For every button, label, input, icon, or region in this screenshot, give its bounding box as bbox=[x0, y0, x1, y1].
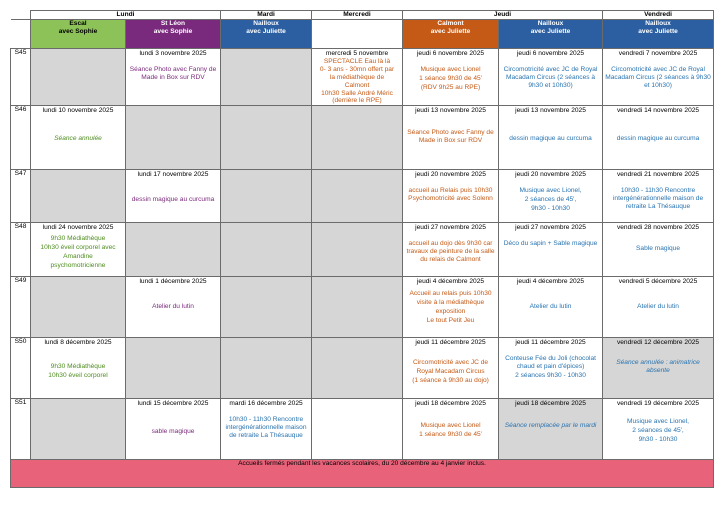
cell-mardi bbox=[221, 49, 312, 106]
cell-mardi bbox=[221, 399, 312, 460]
cell-stleon bbox=[126, 277, 221, 338]
event-line: 1 séance 9h30 de 45' bbox=[419, 74, 482, 82]
header-stleon: St Léon avec Sophie bbox=[126, 20, 221, 49]
date-label: lundi 8 décembre 2025 bbox=[44, 339, 112, 347]
event-text: sable magique bbox=[151, 428, 195, 436]
week-row-s46 bbox=[11, 106, 714, 170]
day-row bbox=[11, 11, 714, 20]
date-label: jeudi 4 décembre 2025 bbox=[416, 278, 485, 286]
event-line: visite à la médiathèque bbox=[416, 299, 485, 307]
event-line: 2 séances de 45', bbox=[632, 427, 684, 435]
cell-calmont bbox=[403, 277, 499, 338]
event-line: 1 séance 9h30 de 45' bbox=[419, 431, 482, 439]
date-label: jeudi 18 décembre 2025 bbox=[515, 400, 586, 408]
date-label: jeudi 27 novembre 2025 bbox=[515, 224, 586, 232]
week-label: S50 bbox=[11, 338, 31, 399]
event-line: exposition bbox=[435, 308, 466, 316]
week-label: S47 bbox=[11, 170, 31, 223]
day-thursday: Jeudi bbox=[403, 11, 603, 20]
event-line: psychomotricienne bbox=[50, 261, 106, 269]
event-line: 2 séances de 45', bbox=[524, 196, 577, 204]
cell-stleon bbox=[126, 106, 221, 170]
cell-escal bbox=[31, 223, 126, 277]
date-label: jeudi 6 novembre 2025 bbox=[516, 50, 585, 57]
day-tuesday: Mardi bbox=[221, 11, 312, 20]
cell-mardi bbox=[221, 223, 312, 277]
week-row-s45 bbox=[11, 49, 714, 106]
week-row-s49 bbox=[11, 277, 714, 338]
cell-nailloux-vendredi bbox=[603, 277, 714, 338]
event-text: dessin magique au curcuma bbox=[131, 196, 215, 204]
cell-mercredi bbox=[312, 399, 403, 460]
cell-escal bbox=[31, 170, 126, 223]
event-line: 9h30 - 10h30 bbox=[531, 205, 570, 213]
week-label: S45 bbox=[11, 49, 31, 106]
event-text: Circomotricité avec JC de Royal Macadam Circus (2 séances à 9h30 et 10h30) bbox=[605, 65, 711, 89]
event-line: Musique avec Lionel bbox=[420, 422, 481, 430]
cell-mardi bbox=[221, 170, 312, 223]
week-label: S46 bbox=[11, 106, 31, 170]
cell-nailloux-vendredi bbox=[603, 106, 714, 170]
date-label: jeudi 4 décembre 2025 bbox=[516, 278, 585, 286]
cell-nailloux-vendredi bbox=[603, 170, 714, 223]
date-label: lundi 10 novembre 2025 bbox=[42, 107, 114, 115]
date-label: lundi 1 décembre 2025 bbox=[139, 278, 207, 286]
event-line: Musique avec Lionel, bbox=[627, 418, 689, 426]
cell-stleon bbox=[126, 170, 221, 223]
date-label: jeudi 20 novembre 2025 bbox=[515, 171, 586, 179]
cell-nailloux-vendredi bbox=[603, 223, 714, 277]
cell-nailloux-vendredi bbox=[603, 399, 714, 460]
event-line: 9h30 - 10h30 bbox=[638, 436, 678, 444]
date-label: lundi 24 novembre 2025 bbox=[42, 224, 114, 232]
event-line: Accueil au relais puis 10h30 bbox=[409, 290, 492, 298]
date-label: vendredi 19 décembre 2025 bbox=[616, 400, 700, 408]
event-line: SPECTACLE Eau là là bbox=[323, 57, 391, 65]
date-label: jeudi 13 novembre 2025 bbox=[415, 107, 486, 115]
event-line: (RDV 9h25 au RPE) bbox=[420, 83, 481, 91]
cell-nailloux-jeudi bbox=[499, 49, 603, 106]
corner-cell bbox=[11, 11, 31, 20]
date-label: jeudi 18 décembre 2025 bbox=[415, 400, 486, 408]
header-row bbox=[11, 20, 714, 49]
cell-calmont bbox=[403, 223, 499, 277]
cell-calmont bbox=[403, 49, 499, 106]
cell-mercredi bbox=[312, 106, 403, 170]
event-text: Séance Photo avec Fanny de Made in Box sur RDV bbox=[407, 129, 494, 145]
date-label: vendredi 28 novembre 2025 bbox=[616, 224, 700, 232]
cell-nailloux-jeudi bbox=[499, 170, 603, 223]
cell-stleon bbox=[126, 338, 221, 399]
event-text: Conteuse Fée du Joli (chocolat chaud et pain d'épices) bbox=[505, 355, 596, 371]
date-label: jeudi 27 novembre 2025 bbox=[415, 224, 486, 232]
event-line: la médiathèque de bbox=[329, 73, 385, 81]
event-text: Déco du sapin + Sable magique bbox=[503, 240, 598, 248]
event-line: 10h30 éveil corporel bbox=[48, 372, 108, 380]
event-text: 10h30 - 11h30 Rencontre intergénérationnelle maison de retraite La Thésauque bbox=[225, 416, 307, 440]
cell-escal bbox=[31, 277, 126, 338]
date-label: jeudi 6 novembre 2025 bbox=[416, 50, 485, 57]
cell-nailloux-jeudi bbox=[499, 223, 603, 277]
date-label: jeudi 20 novembre 2025 bbox=[415, 171, 486, 179]
cell-calmont bbox=[403, 106, 499, 170]
event-line: Le tout Petit Jeu bbox=[426, 316, 475, 324]
event-text: accueil au dojo dès 9h30 car travaux de peinture de la salle du relais de Calmont bbox=[406, 240, 495, 264]
footer-row bbox=[11, 460, 714, 488]
event-text: Atelier du lutin bbox=[152, 303, 194, 311]
event-line: 0- 3 ans - 30mn offert par bbox=[319, 65, 395, 73]
date-label: jeudi 13 novembre 2025 bbox=[515, 107, 586, 115]
day-monday: Lundi bbox=[31, 11, 221, 20]
event-text: Séance Photo avec Fanny de Made in Box sur RDV bbox=[129, 65, 217, 81]
date-label: lundi 17 novembre 2025 bbox=[137, 171, 209, 179]
event-text: 2 séances 9h30 - 10h30 bbox=[515, 372, 586, 380]
cell-mercredi bbox=[312, 49, 403, 106]
schedule-table bbox=[10, 10, 714, 488]
header-vendredi-nailloux: Nailloux avec Juliette bbox=[603, 20, 714, 49]
week-row-s51 bbox=[11, 399, 714, 460]
week-row-s50 bbox=[11, 338, 714, 399]
event-text: Séance remplacée par le mardi bbox=[504, 422, 597, 430]
cell-mercredi bbox=[312, 170, 403, 223]
week-row-s47 bbox=[11, 170, 714, 223]
cell-escal bbox=[31, 399, 126, 460]
cell-escal bbox=[31, 49, 126, 106]
date-label: lundi 3 novembre 2025 bbox=[139, 50, 207, 57]
cell-mardi bbox=[221, 338, 312, 399]
date-label: jeudi 11 décembre 2025 bbox=[415, 339, 486, 347]
date-label: vendredi 5 décembre 2025 bbox=[618, 278, 698, 286]
date-label: mercredi 5 novembre bbox=[325, 50, 389, 57]
week-label: S49 bbox=[11, 277, 31, 338]
event-text: dessin magique au curcuma bbox=[616, 135, 700, 143]
cell-stleon bbox=[126, 49, 221, 106]
event-text: Séance annulée bbox=[54, 135, 102, 143]
cell-nailloux-jeudi bbox=[499, 106, 603, 170]
week-label: S48 bbox=[11, 223, 31, 277]
date-label: jeudi 11 décembre 2025 bbox=[515, 339, 586, 347]
event-line: Musique avec Lionel, bbox=[519, 187, 582, 195]
date-label: vendredi 7 novembre 2025 bbox=[618, 50, 698, 57]
event-line: Calmont bbox=[344, 81, 370, 89]
cell-calmont bbox=[403, 170, 499, 223]
header-jeudi-nailloux: Nailloux avec Juliette bbox=[499, 20, 603, 49]
cell-nailloux-jeudi bbox=[499, 399, 603, 460]
event-text: Séance annulée : animatrice absente bbox=[616, 359, 700, 375]
event-line: Royal Macadam Circus bbox=[416, 368, 485, 376]
header-escal: Escal avec Sophie bbox=[31, 20, 126, 49]
cell-mercredi bbox=[312, 338, 403, 399]
closure-notice: Accueils fermés pendant les vacances scolaires, du 20 décembre au 4 janvier inclus. bbox=[11, 460, 714, 488]
week-row-s48 bbox=[11, 223, 714, 277]
event-text: Sable magique bbox=[636, 245, 681, 253]
cell-nailloux-vendredi bbox=[603, 338, 714, 399]
cell-stleon bbox=[126, 399, 221, 460]
event-line: (derrière le RPE) bbox=[332, 97, 382, 105]
event-line: Circomotricité avec JC de bbox=[412, 359, 489, 367]
date-label: lundi 15 décembre 2025 bbox=[137, 400, 209, 408]
cell-mercredi bbox=[312, 277, 403, 338]
cell-calmont bbox=[403, 338, 499, 399]
week-label: S51 bbox=[11, 399, 31, 460]
date-label: vendredi 14 novembre 2025 bbox=[616, 107, 700, 115]
cell-mardi bbox=[221, 277, 312, 338]
event-text: Atelier du lutin bbox=[637, 303, 679, 311]
day-friday: Vendredi bbox=[603, 11, 714, 20]
cell-escal bbox=[31, 338, 126, 399]
cell-stleon bbox=[126, 223, 221, 277]
event-text: accueil au Relais puis 10h30 Psychomotricité avec Solenn bbox=[408, 187, 493, 203]
header-mercredi bbox=[312, 20, 403, 49]
cell-calmont bbox=[403, 399, 499, 460]
event-text: 10h30 - 11h30 Rencontre intergénérationnelle maison de retraite La Thésauque bbox=[612, 187, 704, 211]
cell-mercredi bbox=[312, 223, 403, 277]
event-text: Circomotricité avec JC de Royal Macadam Circus (2 séances à 9h30 et 10h30) bbox=[503, 65, 598, 89]
event-line: Musique avec Lionel bbox=[420, 65, 481, 73]
event-line: 10h30 Salle André Méric bbox=[321, 89, 393, 97]
cell-mardi bbox=[221, 106, 312, 170]
cell-nailloux-vendredi bbox=[603, 49, 714, 106]
cell-nailloux-jeudi bbox=[499, 338, 603, 399]
date-label: vendredi 21 novembre 2025 bbox=[616, 171, 700, 179]
header-mardi-nailloux: Nailloux avec Juliette bbox=[221, 20, 312, 49]
event-line: Amandine bbox=[63, 253, 93, 261]
event-line: 9h30 Médiathèque bbox=[50, 363, 106, 371]
event-text: dessin magique au curcuma bbox=[509, 135, 592, 143]
event-line: (1 séance à 9h30 au dojo) bbox=[412, 377, 489, 385]
event-line: 9h30 Médiathèque bbox=[50, 235, 106, 243]
cell-escal bbox=[31, 106, 126, 170]
header-calmont: Calmont avec Juliette bbox=[403, 20, 499, 49]
event-text: Atelier du lutin bbox=[529, 303, 572, 311]
date-label: vendredi 12 décembre 2025 bbox=[616, 339, 700, 347]
corner-cell bbox=[11, 20, 31, 49]
cell-nailloux-jeudi bbox=[499, 277, 603, 338]
day-wednesday: Mercredi bbox=[312, 11, 403, 20]
event-line: 10h30 éveil corporel avec bbox=[40, 244, 116, 252]
date-label: mardi 16 décembre 2025 bbox=[229, 400, 303, 408]
